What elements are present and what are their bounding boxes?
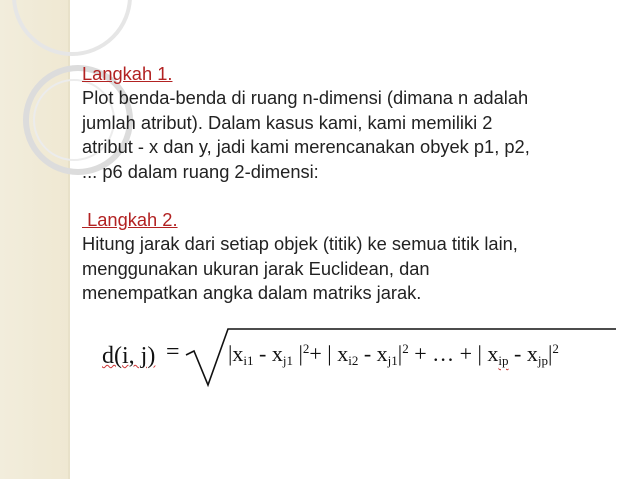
step1-line4: ... p6 dalam ruang 2-dimensi: (82, 160, 319, 182)
euclidean-distance-formula (96, 325, 616, 395)
step1-line2: jumlah atribut). Dalam kasus kami, kami memiliki 2 (82, 111, 493, 133)
slide-content (82, 62, 622, 306)
step2-line3: menempatkan angka dalam matriks jarak. (82, 282, 422, 304)
step2-line2: menggunakan ukuran jarak Euclidean, dan (82, 257, 430, 279)
step1-line3: atribut - x dan y, jadi kami merencanakan obyek p1, p2, (82, 136, 530, 158)
step1-heading: Langkah 1. (82, 63, 173, 84)
formula-radicand: $|x_{i1} - x_{j1}$ $|^2+$ | $x_{i2} - x_{j1}|^2$ + … + | $x_{ip} - x_{jp}|^2$ (228, 341, 559, 368)
formula-equals: = (166, 339, 180, 365)
step2-line1: Hitung jarak dari setiap objek (titik) ke semua titik lain, (82, 233, 518, 255)
formula-lhs: d(i, j) (102, 343, 156, 369)
paragraph-spacer (82, 184, 622, 208)
deco-circle-top (14, 0, 130, 54)
step2-heading: Langkah 2. (82, 209, 178, 231)
step1-line1: Plot benda-benda di ruang n-dimensi (dimana n adalah (82, 87, 529, 109)
